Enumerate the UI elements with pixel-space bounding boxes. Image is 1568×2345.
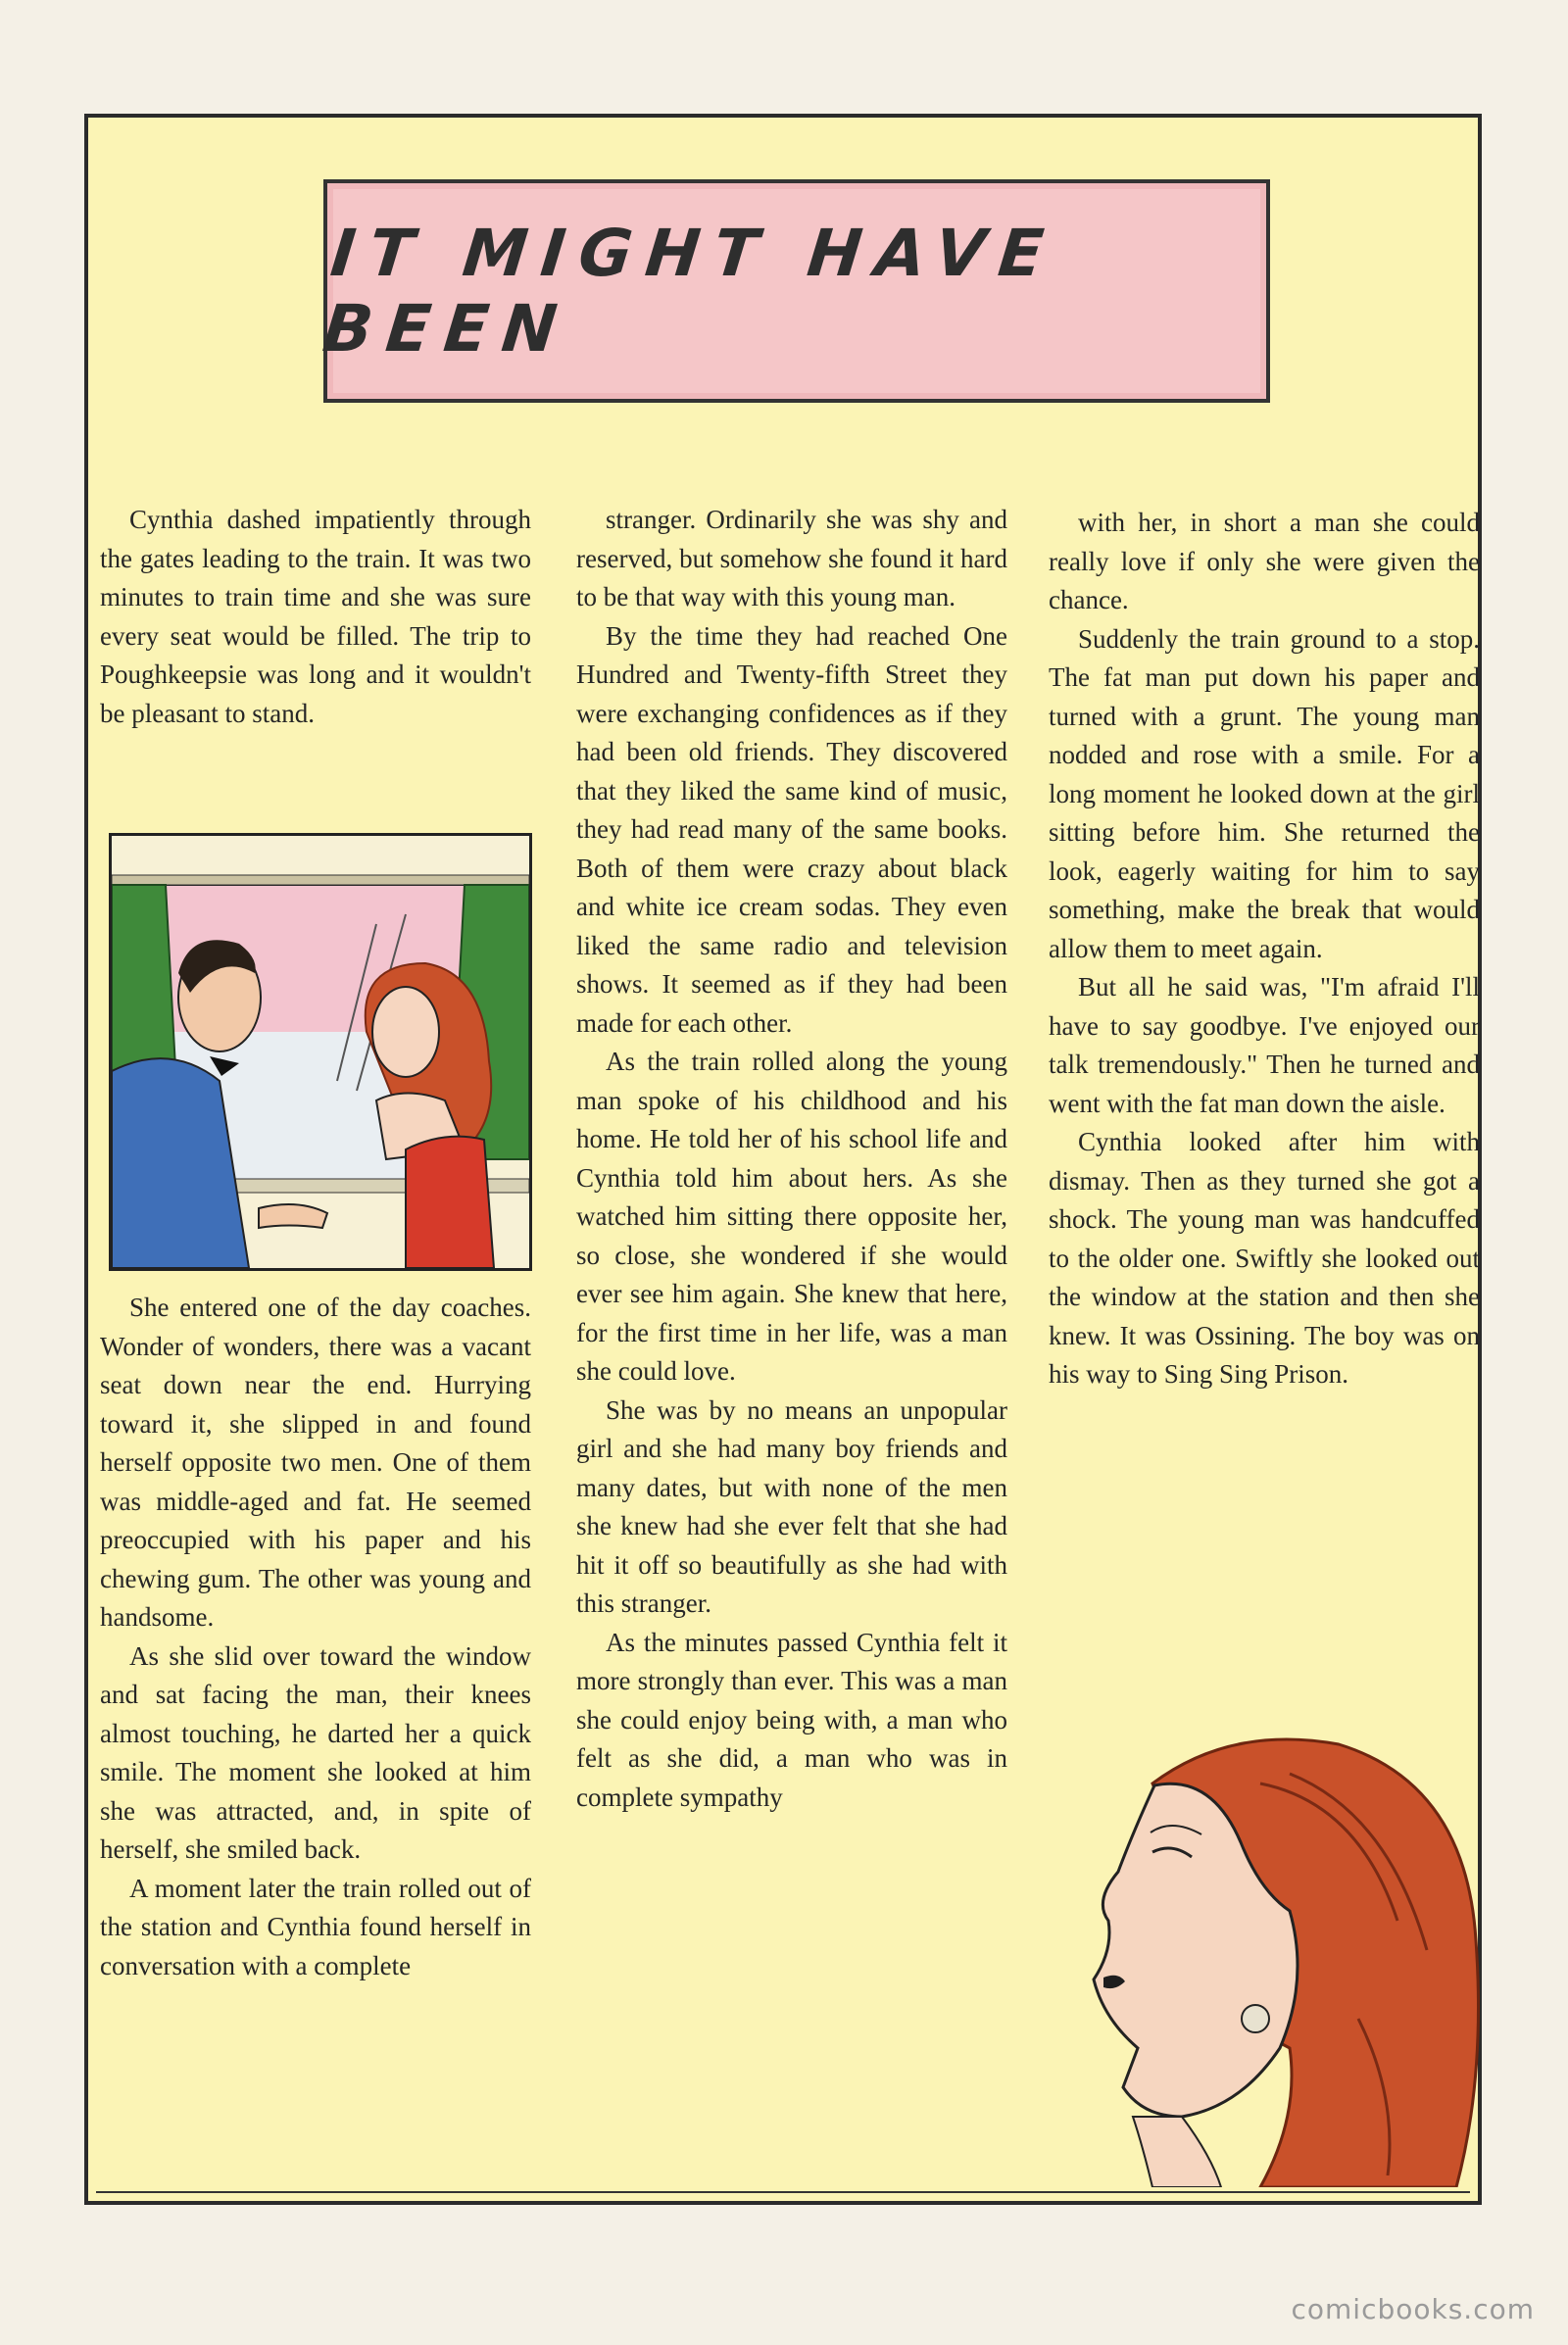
bottom-rule <box>96 2191 1470 2193</box>
paragraph: with her, in short a man she could really love if only she were given the chance. <box>1049 508 1480 614</box>
column-2 <box>576 501 1007 1817</box>
column-1-top <box>100 501 531 733</box>
woman-profile-image <box>1064 1725 1486 2187</box>
paragraph: Suddenly the train ground to a stop. The fat man put down his paper and turned with a grunt. The young man nodded and rose with a smile. For a long moment he looked down at the girl sitting before him. She returned the look, eagerly waiting for him to say something, make the break that would allow them to meet again. <box>1049 623 1480 963</box>
paragraph: But all he said was, "I'm afraid I'll have to say goodbye. I've enjoyed our talk tremendously." Then he turned and went with the fat man down the aisle. <box>1049 972 1480 1118</box>
watermark: comicbooks.com <box>1291 2293 1535 2325</box>
paragraph: She was by no means an unpopular girl and she had many boy friends and many dates, but with none of the men she knew had she ever felt that she had hit it off so beautifully as she had with this stranger. <box>576 1394 1007 1618</box>
woman-portrait <box>1064 1725 1486 2187</box>
paragraph: She entered one of the day coaches. Wonder of wonders, there was a vacant seat down near the end. Hurrying toward it, she slipped in and found herself opposite two men. One of them was middle-aged and fat. He seemed preoccupied with his paper and his chewing gum. The other was young and handsome. <box>100 1293 531 1632</box>
couple-in-train-image <box>112 836 529 1268</box>
column-3 <box>1049 504 1480 1394</box>
paragraph: A moment later the train rolled out of the station and Cynthia found herself in conversation with a complete <box>100 1873 531 1980</box>
paragraph: As the minutes passed Cynthia felt it more strongly than ever. This was a man she could enjoy being with, a man who felt as she did, a man who was in complete sympathy <box>576 1627 1007 1812</box>
story-title: IT MIGHT HAVE BEEN <box>318 216 1061 366</box>
paragraph: As the train rolled along the young man spoke of his childhood and his home. He told her of his school life and Cynthia told him about hers. As she watched him sitting there opposite her, so close, she wondered if she would ever see him again. She knew that here, for the first time in her life, was a man she could love. <box>576 1047 1007 1386</box>
train-illustration <box>109 833 532 1271</box>
paragraph: Cynthia dashed impatiently through the gates leading to the train. It was two minutes to train time and she was sure every seat would be filled. The trip to Poughkeepsie was long and it wouldn't be pleasant to stand. <box>100 505 531 728</box>
paragraph: Cynthia looked after him with dismay. Then as they turned she got a shock. The young man was handcuffed to the older one. Swiftly she looked out the window at the station and then she knew. It was Ossining. The boy was on his way to Sing Sing Prison. <box>1049 1127 1480 1389</box>
title-banner <box>318 179 1270 403</box>
story-page <box>84 114 1482 2205</box>
paragraph: As she slid over toward the window and sat facing the man, their knees almost touching, he darted her a quick smile. The moment she looked at him she was attracted, and, in spite of herself, she smiled back. <box>100 1640 531 1864</box>
column-1-bottom <box>100 1289 531 1985</box>
paragraph: stranger. Ordinarily she was shy and reserved, but somehow she found it hard to be that way with this young man. <box>576 505 1007 611</box>
paragraph: By the time they had reached One Hundred and Twenty-fifth Street they were exchanging confidences as if they had been old friends. They discovered that they liked the same kind of music, they had read many of the same books. Both of them were crazy about black and white ice cream sodas. They even liked the same radio and television shows. It seemed as if they had been made for each other. <box>576 620 1007 1038</box>
